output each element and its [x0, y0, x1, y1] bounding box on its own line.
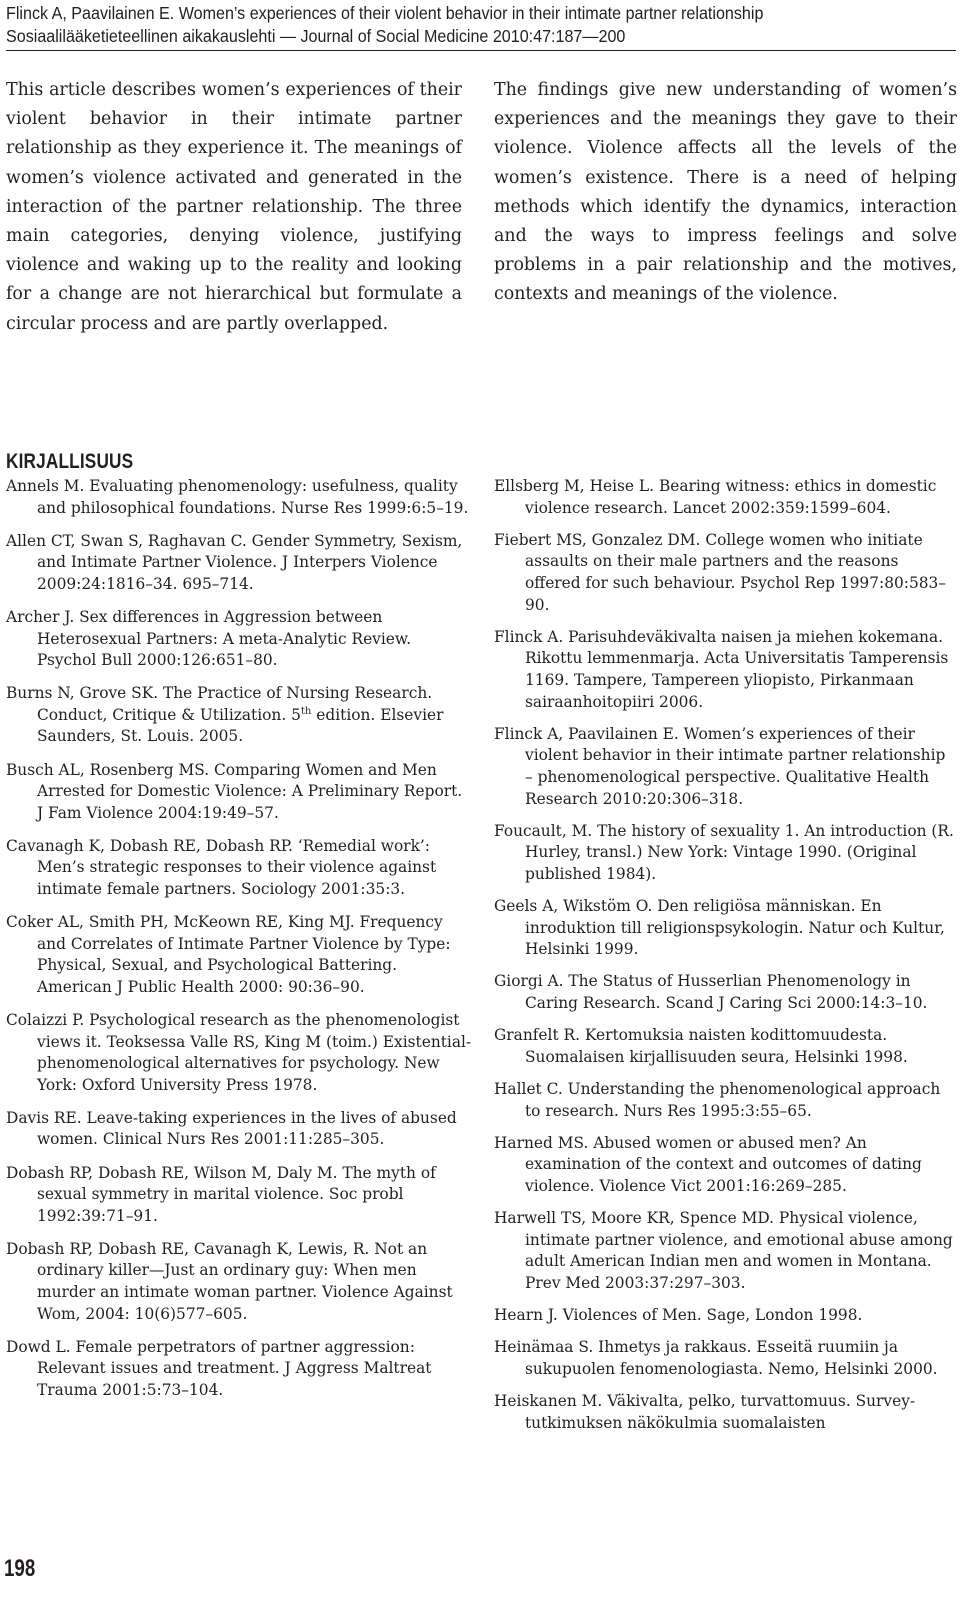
references-left-column	[6, 476, 472, 1413]
reference-superscript: th	[300, 705, 312, 717]
references-right-column	[494, 476, 954, 1445]
header-title-line: Flinck A, Paavilainen E. Women’s experiences of their violent behavior in their intimate partner relationship	[6, 3, 764, 23]
reference-item: Hearn J. Violences of Men. Sage, London 1998.	[494, 1306, 863, 1325]
abstract-right-column: The findings give new understanding of women’s experiences and the meanings they gave to their violence. Violence affects all the levels of the women’s existence. There is a need of helping methods which identify the dynamics, interaction and the ways to impress feelings and solve problems in a pair relationship and the motives, contexts and meanings of the violence.	[494, 80, 957, 305]
reference-item: Flinck A. Parisuhdeväkivalta naisen ja miehen kokemana. Rikottu lemmenmarja. Acta Universitatis Tamperensis 1169. Tampere, Tampereen yliopisto, Pirkanmaan sairaanhoitopiiri 2006.	[494, 627, 949, 711]
reference-text: Burns N, Grove SK. The Practice of Nursing Research. Conduct, Critique & Utilization. 5	[6, 684, 433, 724]
header-rule	[6, 50, 956, 51]
reference-item: Geels A, Wikstöm O. Den religiösa människan. En inroduktion till religionspsykologin. Natur och Kultur, Helsinki 1999.	[494, 897, 945, 959]
references-heading: KIRJALLISUUS	[6, 450, 134, 473]
abstract-left-column: This article describes women’s experiences of their violent behavior in their intimate partner relationship as they experience it. The meanings of women’s violence activated and generated in the interaction of the partner relationship. The three main categories, denying violence, justifying violence and waking up to the reality and looking for a change are not hierarchical but formulate a circular process and are partly overlapped.	[6, 80, 462, 334]
reference-item: Colaizzi P. Psychological research as the phenomenologist views it. Teoksessa Valle RS, King M (toim.) Existential-phenomenological alternatives for psychology. New York: Oxford University Press 1978.	[6, 1010, 472, 1094]
reference-text: edition. Elsevier Saunders, St. Louis. 2005.	[37, 705, 444, 746]
reference-item: Archer J. Sex differences in Aggression between Heterosexual Partners: A meta-Analytic Review. Psychol Bull 2000:126:651–80.	[6, 607, 412, 670]
reference-item: Flinck A, Paavilainen E. Women’s experiences of their violent behavior in their intimate partner relationship – phenomenological perspective. Qualitative Health Research 2010:20:306–318.	[494, 724, 946, 808]
reference-item: Harwell TS, Moore KR, Spence MD. Physical violence, intimate partner violence, and emotional abuse among adult American Indian men and women in Montana. Prev Med 2003:37:297–303.	[494, 1209, 953, 1292]
reference-item: Dowd L. Female perpetrators of partner aggression: Relevant issues and treatment. J Aggress Maltreat Trauma 2001:5:73–104.	[6, 1337, 432, 1399]
reference-item: Fiebert MS, Gonzalez DM. College women who initiate assaults on their male partners and the reasons offered for such behaviour. Psychol Rep 1997:80:583–90.	[494, 530, 947, 614]
reference-item-burns	[6, 683, 472, 748]
reference-item: Coker AL, Smith PH, McKeown RE, King MJ. Frequency and Correlates of Intimate Partner Violence by Type: Physical, Sexual, and Psychological Battering. American J Public Health 2000: 90:36–90.	[6, 913, 451, 996]
reference-item: Annels M. Evaluating phenomenology: usefulness, quality and philosophical foundations. Nurse Res 1999:6:5–19.	[6, 477, 469, 517]
reference-item: Granfelt R. Kertomuksia naisten kodittomuudesta. Suomalaisen kirjallisuuden seura, Helsinki 1998.	[494, 1026, 908, 1066]
page-number: 198	[4, 1555, 36, 1582]
reference-item: Harned MS. Abused women or abused men? An examination of the context and outcomes of dating violence. Violence Vict 2001:16:269–285.	[494, 1133, 922, 1195]
reference-item: Dobash RP, Dobash RE, Wilson M, Daly M. The myth of sexual symmetry in marital violence. Soc probl 1992:39:71–91.	[6, 1163, 436, 1225]
reference-item: Heiskanen M. Väkivalta, pelko, turvattomuus. Survey-tutkimuksen näkökulmia suomalaisten	[494, 1392, 916, 1432]
reference-item: Hallet C. Understanding the phenomenological approach to research. Nurs Res 1995:3:55–65.	[494, 1080, 941, 1120]
header-journal-line: Sosiaalilääketieteellinen aikakauslehti — Journal of Social Medicine 2010:47:187—200	[6, 26, 626, 46]
reference-item: Davis RE. Leave-taking experiences in the lives of abused women. Clinical Nurs Res 2001:11:285–305.	[6, 1108, 457, 1149]
reference-item: Heinämaa S. Ihmetys ja rakkaus. Esseitä ruumiin ja sukupuolen fenomenologiasta. Nemo, Helsinki 2000.	[494, 1338, 938, 1378]
reference-item: Foucault, M. The history of sexuality 1. An introduction (R. Hurley, transl.) New York: Vintage 1990. (Original published 1984).	[494, 821, 954, 883]
reference-item: Giorgi A. The Status of Husserlian Phenomenology in Caring Research. Scand J Caring Sci 2000:14:3–10.	[494, 972, 928, 1013]
reference-item: Dobash RP, Dobash RE, Cavanagh K, Lewis, R. Not an ordinary killer—Just an ordinary guy: When men murder an intimate woman partner. Violence Against Wom, 2004: 10(6)577–605.	[6, 1239, 453, 1323]
reference-item: Allen CT, Swan S, Raghavan C. Gender Symmetry, Sexism, and Intimate Partner Violence. J Interpers Violence 2009:24:1816–34. 695–714.	[6, 531, 463, 593]
reference-item: Cavanagh K, Dobash RE, Dobash RP. ‘Remedial work’: Men’s strategic responses to their violence against intimate female partners. Sociology 2001:35:3.	[6, 836, 437, 898]
reference-item: Busch AL, Rosenberg MS. Comparing Women and Men Arrested for Domestic Violence: A Preliminary Report. J Fam Violence 2004:19:49–57.	[6, 760, 463, 822]
running-header	[6, 2, 880, 48]
reference-item: Ellsberg M, Heise L. Bearing witness: ethics in domestic violence research. Lancet 2002:359:1599–604.	[494, 477, 937, 517]
